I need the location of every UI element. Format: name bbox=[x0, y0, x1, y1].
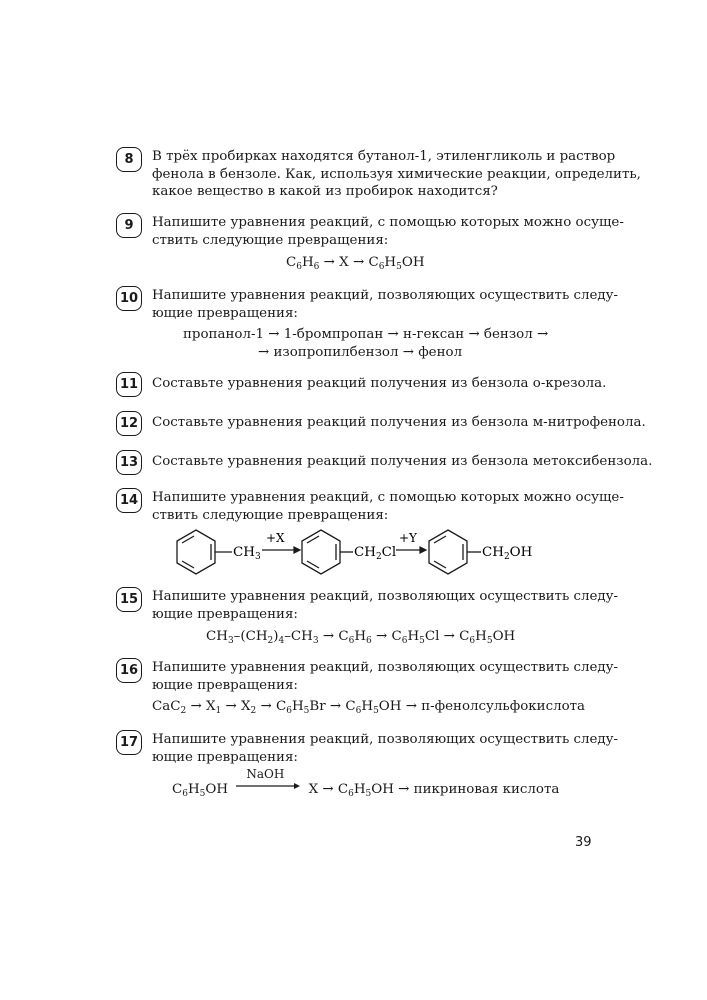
task-number: 12 bbox=[116, 411, 142, 436]
reagent-arrow bbox=[236, 767, 300, 793]
chem-scheme-10-line2: → изопропилбензол → фенол bbox=[258, 345, 463, 360]
svg-text:CH3: $CH_3$ bbox=[233, 545, 261, 562]
text-line: ющие превращения: bbox=[152, 305, 298, 321]
task-number: 11 bbox=[116, 372, 142, 397]
task-text bbox=[152, 148, 641, 201]
task-number: 9 bbox=[116, 213, 142, 238]
chem-scheme-16: $CaC_2 \to X_1 \to X_2 \to C_6H_5Br \to C_6H_5OH$ → п-фенолсульфокислота bbox=[152, 699, 586, 716]
task-text bbox=[152, 453, 653, 471]
arrow-icon bbox=[262, 547, 300, 553]
benzene-ring-icon bbox=[302, 530, 353, 574]
text-line: Напишите уравнения реакций, позволяющих осуществить следу- bbox=[152, 732, 619, 747]
task-number: 8 bbox=[116, 147, 142, 172]
text-line: фенола в бензоле. Как, используя химические реакции, определить, bbox=[152, 166, 641, 182]
chem-scheme-9: $C_6H_6 \to X \to C_6H_5OH$ bbox=[286, 255, 425, 272]
text-line: Составьте уравнения реакций получения из бензола метоксибензола. bbox=[152, 454, 653, 469]
page-number: 39 bbox=[575, 835, 592, 850]
chem-scheme-17: $C_6H_5OH$ NaOH $X \to C_6H_5OH$ → пикриновая кислота bbox=[172, 767, 560, 799]
text-line: какое вещество в какой из пробирок находится? bbox=[152, 184, 498, 199]
task-text bbox=[152, 659, 619, 694]
arrow-icon bbox=[396, 547, 426, 553]
arrow-icon bbox=[236, 782, 300, 790]
text-line: Напишите уравнения реакций, с помощью которых можно осуще- bbox=[152, 215, 624, 230]
task-number: 13 bbox=[116, 450, 142, 475]
task-text bbox=[152, 375, 607, 393]
task-text bbox=[152, 414, 646, 432]
svg-text:CH2Cl: $CH_2Cl$ bbox=[354, 545, 397, 562]
task-text bbox=[152, 214, 624, 249]
text-line: Составьте уравнения реакций получения из бензола о-крезола. bbox=[152, 376, 607, 391]
chem-scheme-10-line1: пропанол-1 → 1-бромпропан → н-гексан → бензол → bbox=[183, 327, 549, 342]
text-line: Напишите уравнения реакций, с помощью которых можно осуще- bbox=[152, 490, 624, 505]
text-line: В трёх пробирках находятся бутанол-1, этиленгликоль и раствор bbox=[152, 149, 616, 164]
task-number: 17 bbox=[116, 730, 142, 755]
text-line: Напишите уравнения реакций, позволяющих осуществить следу- bbox=[152, 288, 619, 303]
task-text bbox=[152, 731, 619, 766]
reagent-label: +Y bbox=[399, 531, 417, 545]
reagent-label: +X bbox=[266, 531, 285, 545]
task-text bbox=[152, 287, 619, 322]
task-number: 16 bbox=[116, 658, 142, 683]
svg-text:CH2OH: $CH_2OH$ bbox=[482, 545, 533, 562]
text-line: ствить следующие превращения: bbox=[152, 232, 389, 248]
reagent-label: NaOH bbox=[246, 767, 285, 781]
text-line: Напишите уравнения реакций, позволяющих осуществить следу- bbox=[152, 589, 619, 604]
benzene-scheme-14 bbox=[170, 528, 550, 576]
text-line: Напишите уравнения реакций, позволяющих осуществить следу- bbox=[152, 660, 619, 675]
text-line: Составьте уравнения реакций получения из бензола м-нитрофенола. bbox=[152, 415, 646, 430]
chem-scheme-15: $CH_3-(CH_2)_4-CH_3 \to C_6H_6 \to C_6H_5Cl \to C_6H_5OH$ bbox=[206, 629, 516, 646]
task-text bbox=[152, 588, 619, 623]
task-number: 10 bbox=[116, 286, 142, 311]
text-line: ющие превращения: bbox=[152, 749, 298, 765]
task-text bbox=[152, 489, 624, 524]
benzene-ring-icon bbox=[177, 530, 232, 574]
text-line: ющие превращения: bbox=[152, 677, 298, 693]
task-number: 15 bbox=[116, 587, 142, 612]
task-number: 14 bbox=[116, 488, 142, 513]
text-line: ствить следующие превращения: bbox=[152, 507, 389, 523]
benzene-ring-icon bbox=[429, 530, 481, 574]
text-line: ющие превращения: bbox=[152, 606, 298, 622]
